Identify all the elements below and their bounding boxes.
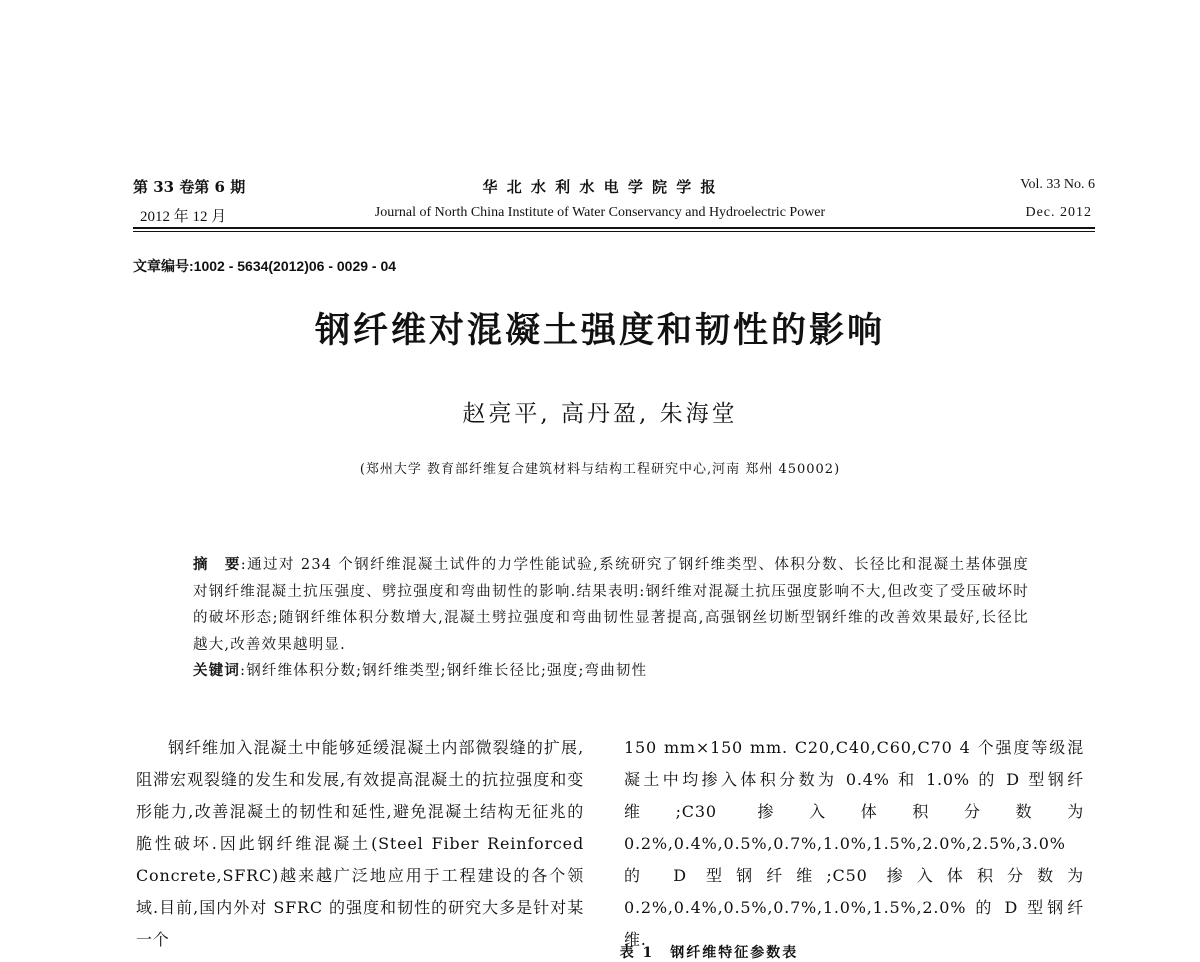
- paper-title: 钢纤维对混凝土强度和韧性的影响: [314, 310, 885, 351]
- body-column-right: [624, 732, 1084, 956]
- affiliation: (郑州大学 教育部纤维复合建筑材料与结构工程研究中心,河南 郑州 450002): [359, 462, 841, 477]
- abstract-label: 摘 要: [193, 556, 241, 573]
- journal-name-en: Journal of North China Institute of Water Conservancy and Hydroelectric Power: [374, 205, 826, 220]
- header-rule-thin: [133, 231, 1095, 232]
- journal-name-cn: 华 北 水 利 水 电 学 院 学 报: [482, 178, 718, 196]
- issue-number-cn: 第 33 卷第 6 期: [133, 178, 246, 196]
- table-caption: 表 1 钢纤维特征参数表: [619, 945, 799, 961]
- keywords-text: :钢纤维体积分数;钢纤维类型;钢纤维长径比;强度;弯曲韧性: [240, 663, 648, 679]
- date-cn: 2012 年 12 月: [140, 209, 227, 225]
- body-paragraph-right: 150 mm×150 mm. C20,C40,C60,C70 4 个强度等级混凝土中均掺入体积分数为 0.4% 和 1.0% 的 D 型钢纤维;C30 掺入体积分数为 0.2%,0.4%,0.5%,0.7%,1.0%,1.5%,2.0%,2.5%,3.0% 的 D 型钢纤维;C50 掺入体积分数为 0.2%,0.4%,0.5%,0.7%,1.0%,1.5%,2.0% 的 D 型钢纤维.: [624, 738, 1084, 949]
- body-paragraph-left: 钢纤维加入混凝土中能够延缓混凝土内部微裂缝的扩展,阻滞宏观裂缝的发生和发展,有效提高混凝土的抗拉强度和变形能力,改善混凝土的韧性和延性,避免混凝土结构无征兆的脆性破坏.因此钢纤维混凝土(Steel Fiber Reinforced Concrete,SFRC)越来越广泛地应用于工程建设的各个领域.目前,国内外对 SFRC 的强度和韧性的研究大多是针对某一个: [136, 738, 584, 949]
- issue-number-en: Vol. 33 No. 6: [1020, 177, 1095, 192]
- header-rule-thick: [133, 227, 1095, 229]
- keywords-paragraph: [193, 658, 1029, 685]
- abstract-text: :通过对 234 个钢纤维混凝土试件的力学性能试验,系统研究了钢纤维类型、体积分数、长径比和混凝土基体强度对钢纤维混凝土抗压强度、劈拉强度和弯曲韧性的影响.结果表明:钢纤维对混凝土抗压强度影响不大,但改变了受压破坏时的破坏形态;随钢纤维体积分数增大,混凝土劈拉强度和弯曲韧性显著提高,高强钢丝切断型钢纤维的改善效果最好,长径比越大,改善效果越明显.: [193, 557, 1030, 653]
- author-list: 赵亮平, 高丹盈, 朱海堂: [462, 401, 738, 427]
- abstract-paragraph: [193, 552, 1029, 658]
- date-en: Dec. 2012: [1025, 205, 1092, 220]
- keywords-label: 关键词: [193, 662, 241, 679]
- article-id: 文章编号:1002 - 5634(2012)06 - 0029 - 04: [133, 258, 397, 274]
- abstract-block: [193, 552, 1029, 685]
- body-column-left: [136, 732, 584, 956]
